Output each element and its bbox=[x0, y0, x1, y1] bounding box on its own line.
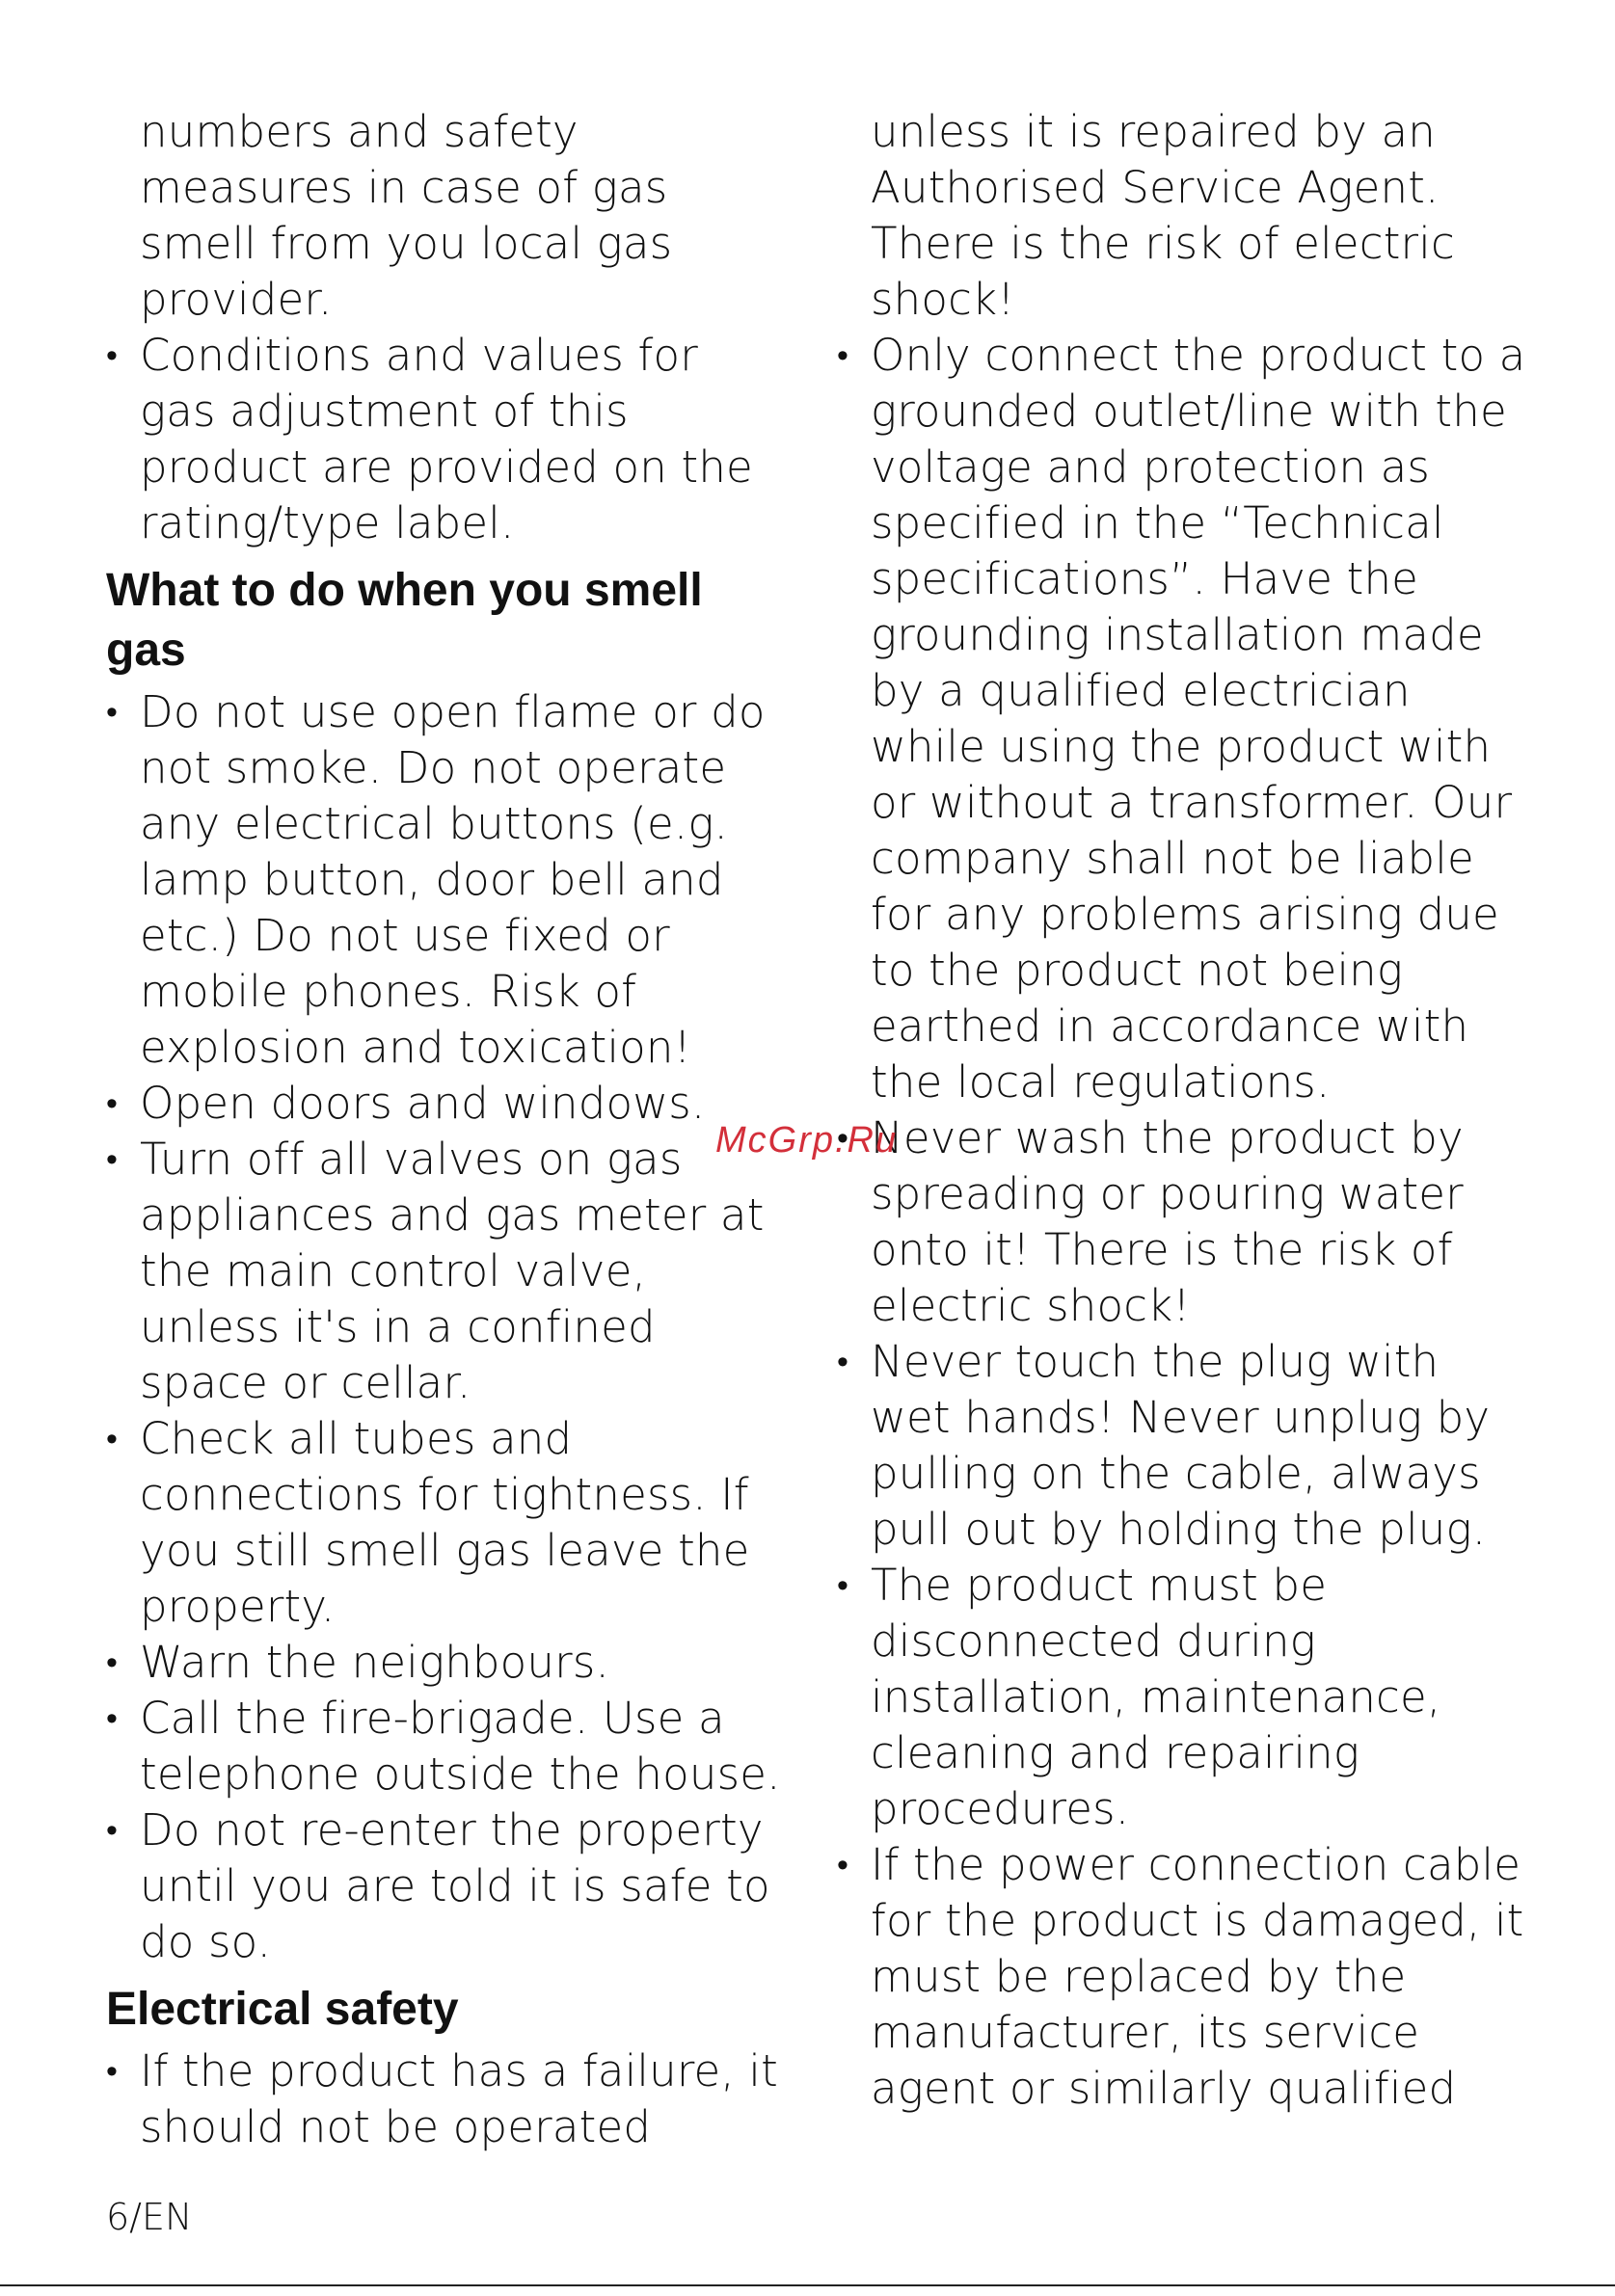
left-continuation-text: numbers and safety measures in case of gas smell from you local gas provider. bbox=[140, 106, 673, 325]
electrical-safety-heading: Electrical safety bbox=[106, 1984, 459, 2035]
intro-bullet-list bbox=[106, 328, 781, 551]
page-number: 6/EN bbox=[106, 2196, 193, 2238]
list-item: • If the product has a failure, it should not be operated bbox=[106, 2043, 781, 2155]
list-item: • Never wash the product by spreading or pouring water onto it! There is the risk of electric shock! bbox=[837, 1110, 1531, 1334]
list-item: • Do not re-enter the property until you are told it is safe to do so. bbox=[106, 1802, 781, 1970]
list-item: • Open doors and windows. bbox=[106, 1076, 781, 1132]
list-item: • Call the fire-brigade. Use a telephone outside the house. bbox=[106, 1691, 781, 1802]
gas-smell-heading: What to do when you smell gas bbox=[106, 565, 703, 676]
list-item: • Turn off all valves on gas appliances and gas meter at the main control valve, unless it's in a confined space or cellar. bbox=[106, 1132, 781, 1411]
electrical-bullet-list bbox=[106, 2043, 781, 2155]
list-item: • Only connect the product to a grounded outlet/line with the voltage and protection as specified in the “Technical specifications”. Have the grounding installation made by a qualified electrician while using the product with or without a transformer. Our company shall not be liable for any problems arising due to the product not being earthed in accordance with the local regulations. bbox=[837, 328, 1531, 1110]
bottom-divider bbox=[0, 2284, 1615, 2286]
left-column bbox=[106, 104, 781, 2155]
gas-bullet-list bbox=[106, 684, 781, 1970]
list-item: • Warn the neighbours. bbox=[106, 1635, 781, 1691]
list-item: • If the power connection cable for the product is damaged, it must be replaced by the manufacturer, its service agent or similarly qualified bbox=[837, 1837, 1531, 2117]
watermark-text: McGrp.Ru bbox=[715, 1120, 899, 1161]
list-item: • Check all tubes and connections for tightness. If you still smell gas leave the property. bbox=[106, 1411, 781, 1635]
right-bullet-list bbox=[837, 328, 1531, 2117]
right-continuation-text: unless it is repaired by an Authorised Service Agent. There is the risk of electric shock! bbox=[871, 106, 1455, 325]
list-item: • Never touch the plug with wet hands! Never unplug by pulling on the cable, always pull out by holding the plug. bbox=[837, 1334, 1531, 1558]
list-item: • Conditions and values for gas adjustment of this product are provided on the rating/type label. bbox=[106, 328, 781, 551]
right-column bbox=[837, 104, 1531, 2117]
list-item: • Do not use open flame or do not smoke. Do not operate any electrical buttons (e.g. lamp button, door bell and etc.) Do not use fixed or mobile phones. Risk of explosion and toxication! bbox=[106, 684, 781, 1076]
list-item: • The product must be disconnected during installation, maintenance, cleaning and repairing procedures. bbox=[837, 1558, 1531, 1837]
